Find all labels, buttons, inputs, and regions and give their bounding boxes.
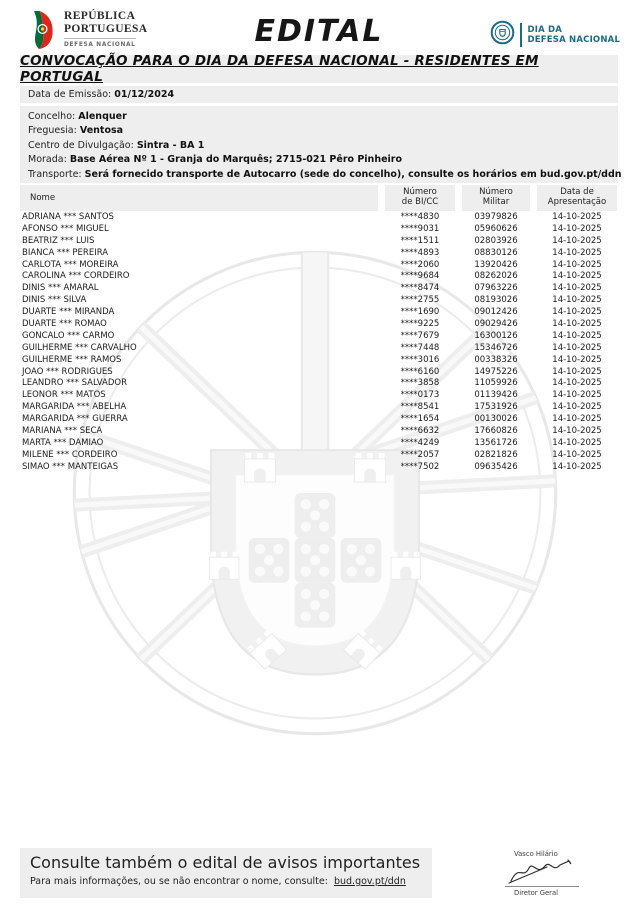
cell-militar: 14975226 — [474, 366, 518, 377]
cell-militar: 08830126 — [474, 247, 518, 258]
cell-militar: 13561726 — [474, 437, 518, 448]
footer-info-prefix: Para mais informações, ou se não encontrar o nome, consulte: — [30, 876, 328, 887]
table-row — [20, 248, 618, 260]
info-value: Ventosa — [79, 125, 124, 137]
table-row — [20, 295, 618, 307]
gov-logo-line2: PORTUGUESA — [64, 22, 148, 35]
cell-militar: 07963226 — [474, 283, 518, 294]
info-label: Freguesia: — [28, 125, 77, 137]
cell-data: 14-10-2025 — [552, 307, 602, 318]
cell-name: DUARTE *** MIRANDA — [22, 307, 115, 318]
column-header-bicc-line2: de BI/CC — [401, 197, 439, 207]
info-value: Alenquer — [78, 111, 127, 122]
cell-name: MARTA *** DAMIAO — [22, 437, 104, 448]
column-header-militar-line1: Número — [479, 187, 513, 198]
cell-data: 14-10-2025 — [552, 295, 602, 306]
cell-bicc: ****9684 — [400, 271, 440, 282]
cell-data: 14-10-2025 — [552, 414, 602, 425]
cell-bicc: ****6160 — [400, 366, 440, 377]
cell-bicc: ****9225 — [400, 319, 440, 330]
cell-bicc: ****3858 — [400, 378, 440, 389]
cell-data: 14-10-2025 — [552, 283, 602, 294]
column-header-nome: Nome — [20, 185, 378, 211]
ddn-logo-line1: DIA DA — [527, 24, 563, 35]
cell-bicc: ****8541 — [400, 402, 440, 413]
cell-name: MARIANA *** SECA — [22, 426, 103, 437]
cell-militar: 02803926 — [474, 235, 518, 246]
cell-name: LEANDRO *** SALVADOR — [22, 378, 127, 389]
cell-militar: 13920426 — [474, 259, 518, 270]
info-line — [28, 124, 610, 138]
cell-data: 14-10-2025 — [552, 449, 602, 460]
table-row — [20, 271, 618, 283]
cell-militar: 08262026 — [474, 271, 518, 282]
cell-bicc: ****1690 — [400, 307, 440, 318]
signature-scribble-icon — [507, 858, 605, 886]
footer-ddn-link[interactable]: bud.gov.pt/ddn — [333, 876, 406, 887]
cell-bicc: ****2060 — [400, 259, 440, 270]
convocation-banner — [20, 55, 618, 83]
convocation-table-body — [20, 212, 618, 474]
convocation-title: CONVOCAÇÃO PARA O DIA DA DEFESA NACIONAL - RESIDENTES EM PORTUGAL — [20, 53, 539, 85]
table-row — [20, 367, 618, 379]
emission-date-strip — [20, 86, 618, 103]
column-header-data — [537, 185, 617, 211]
cell-data: 14-10-2025 — [552, 390, 602, 401]
cell-bicc: ****9031 — [400, 223, 440, 234]
cell-data: 14-10-2025 — [552, 247, 602, 258]
table-row — [20, 390, 618, 402]
cell-bicc: ****7679 — [400, 330, 440, 341]
table-row — [20, 343, 618, 355]
table-row — [20, 462, 618, 474]
table-row — [20, 283, 618, 295]
cell-militar: 09029426 — [474, 319, 518, 330]
table-header-row — [20, 185, 618, 211]
cell-bicc: ****4249 — [400, 437, 440, 448]
cell-militar: 15346726 — [474, 342, 518, 353]
cell-data: 14-10-2025 — [552, 330, 602, 341]
cell-bicc: ****4893 — [400, 247, 440, 258]
cell-bicc: ****2057 — [400, 449, 440, 460]
cell-name: DINIS *** SILVA — [22, 295, 87, 306]
table-row — [20, 378, 618, 390]
cell-name: ADRIANA *** SANTOS — [22, 212, 114, 222]
info-label: Concelho: — [28, 111, 76, 122]
table-row — [20, 212, 618, 224]
cell-militar: 08193026 — [474, 295, 518, 306]
gov-logo-subtitle: DEFESA NACIONAL — [64, 42, 136, 48]
info-label: Transporte: — [28, 168, 82, 180]
footer-info-line — [30, 876, 432, 887]
cell-name: MARGARIDA *** GUERRA — [22, 414, 128, 425]
signature-block — [505, 850, 605, 897]
cell-data: 14-10-2025 — [552, 426, 602, 437]
table-row — [20, 260, 618, 272]
cell-data: 14-10-2025 — [552, 461, 602, 472]
info-line — [28, 139, 610, 153]
cell-militar: 03979826 — [474, 212, 518, 222]
cell-name: JOAO *** RODRIGUES — [22, 366, 113, 377]
emission-date-label: Data de Emissão: — [28, 89, 112, 100]
cell-name: GONCALO *** CARMO — [22, 330, 115, 341]
ddn-logo-text — [528, 25, 621, 45]
cell-bicc: ****1511 — [400, 235, 440, 246]
cell-militar: 01139426 — [474, 390, 518, 401]
info-line — [28, 153, 610, 167]
ddn-emblem-icon — [490, 20, 515, 49]
footer-notice-title: Consulte também o edital de avisos importantes — [30, 853, 421, 872]
info-line — [28, 168, 622, 182]
cell-data: 14-10-2025 — [552, 235, 602, 246]
cell-data: 14-10-2025 — [552, 402, 602, 413]
info-value: Base Aérea Nº 1 - Granja do Marquês; 2715-021 Pêro Pinheiro — [69, 154, 402, 166]
table-row — [20, 438, 618, 450]
cell-militar: 00130026 — [474, 414, 518, 425]
cell-name: AFONSO *** MIGUEL — [22, 223, 109, 234]
cell-militar: 09012426 — [474, 307, 518, 318]
cell-militar: 00338326 — [474, 354, 518, 365]
cell-data: 14-10-2025 — [552, 223, 602, 234]
emission-date-value: 01/12/2024 — [114, 89, 175, 100]
cell-militar: 16300126 — [474, 330, 518, 341]
signer-role: Diretor Geral — [514, 889, 559, 897]
footer-notice-box — [20, 848, 432, 898]
cell-bicc: ****0173 — [400, 390, 440, 401]
cell-data: 14-10-2025 — [552, 354, 602, 365]
cell-militar: 17660826 — [474, 426, 518, 437]
table-row — [20, 402, 618, 414]
info-value: Será fornecido transporte de Autocarro (sede do concelho), consulte os horários em bud.gov.pt/ddn — [84, 168, 622, 180]
info-line — [28, 110, 610, 124]
cell-name: LEONOR *** MATOS — [22, 390, 106, 401]
table-row — [20, 319, 618, 331]
cell-name: GUILHERME *** CARVALHO — [22, 342, 137, 353]
cell-name: DUARTE *** ROMAO — [22, 319, 107, 330]
cell-militar: 02821826 — [474, 449, 518, 460]
table-row — [20, 331, 618, 343]
cell-data: 14-10-2025 — [552, 437, 602, 448]
gov-logo-line1: REPÚBLICA — [64, 10, 136, 22]
cell-name: CAROLINA *** CORDEIRO — [22, 271, 130, 282]
cell-bicc: ****6632 — [400, 426, 440, 437]
cell-data: 14-10-2025 — [552, 378, 602, 389]
cell-militar: 09635426 — [474, 461, 518, 472]
cell-militar: 17531926 — [474, 402, 518, 413]
cell-data: 14-10-2025 — [552, 366, 602, 377]
table-row — [20, 355, 618, 367]
column-header-militar-line2: Militar — [482, 197, 510, 207]
info-label: Centro de Divulgação: — [28, 139, 134, 151]
location-info-box — [20, 106, 622, 183]
signature-rule — [505, 886, 579, 887]
cell-name: CARLOTA *** MOREIRA — [22, 259, 119, 270]
cell-data: 14-10-2025 — [552, 259, 602, 270]
table-row — [20, 426, 618, 438]
info-label: Morada: — [28, 154, 67, 166]
cell-bicc: ****2755 — [400, 295, 440, 306]
cell-name: DINIS *** AMARAL — [22, 283, 99, 294]
cell-data: 14-10-2025 — [552, 319, 602, 330]
column-header-data-line1: Data de — [560, 187, 594, 198]
cell-militar: 05960626 — [474, 223, 518, 234]
column-header-bicc — [385, 185, 455, 211]
page-title: EDITAL — [254, 14, 384, 49]
cell-data: 14-10-2025 — [552, 342, 602, 353]
table-row — [20, 307, 618, 319]
cell-name: BEATRIZ *** LUIS — [22, 235, 95, 246]
cell-bicc: ****8474 — [400, 283, 440, 294]
column-header-militar — [462, 185, 530, 211]
table-row — [20, 450, 618, 462]
cell-militar: 11059926 — [474, 378, 518, 389]
cell-name: BIANCA *** PEREIRA — [22, 247, 109, 258]
cell-data: 14-10-2025 — [552, 212, 602, 222]
cell-bicc: ****3016 — [400, 354, 440, 365]
info-value: Sintra - BA 1 — [136, 139, 205, 151]
cell-name: GUILHERME *** RAMOS — [22, 354, 122, 365]
cell-bicc: ****7448 — [400, 342, 440, 353]
cell-bicc: ****1654 — [400, 414, 440, 425]
table-row — [20, 224, 618, 236]
cell-bicc: ****7502 — [400, 461, 440, 472]
ddn-logo-divider — [520, 23, 522, 47]
signer-name: Vasco Hilário — [514, 850, 558, 858]
column-header-bicc-line1: Número — [403, 187, 437, 198]
cell-name: MILENE *** CORDEIRO — [22, 449, 118, 460]
cell-name: SIMAO *** MANTEIGAS — [22, 461, 119, 472]
cell-bicc: ****4830 — [400, 212, 440, 222]
column-header-data-line2: Apresentação — [547, 197, 607, 207]
table-row — [20, 236, 618, 248]
table-row — [20, 414, 618, 426]
cell-data: 14-10-2025 — [552, 271, 602, 282]
cell-name: MARGARIDA *** ABELHA — [22, 402, 127, 413]
ddn-logo-line2: DEFESA NACIONAL — [527, 34, 621, 45]
dia-da-defesa-nacional-logo — [490, 20, 620, 49]
